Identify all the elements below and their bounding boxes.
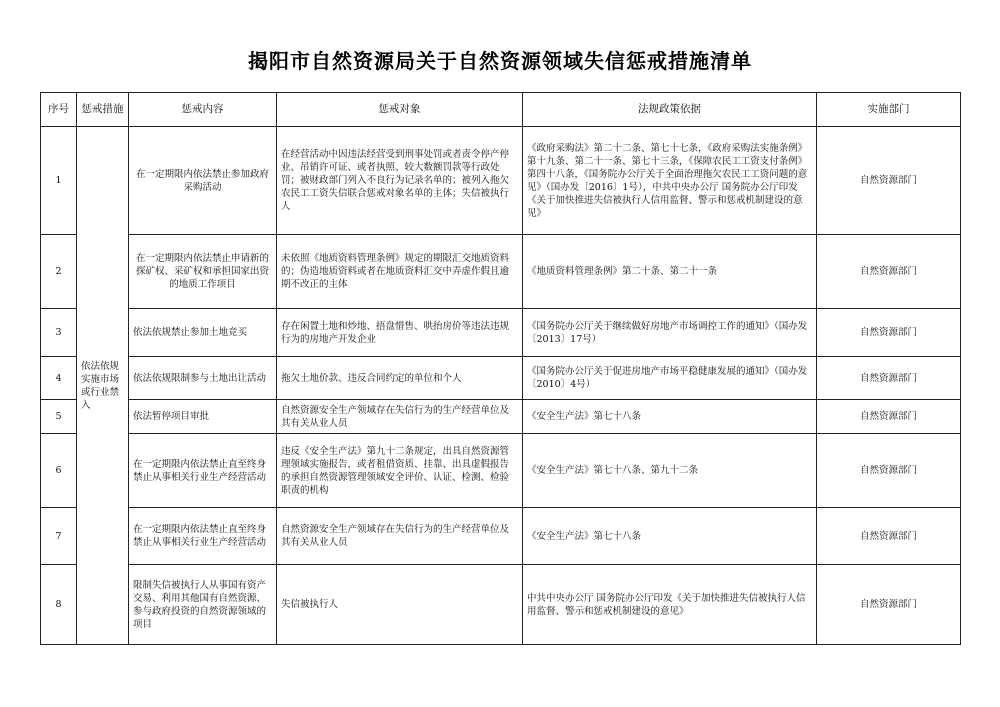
row-basis: 《政府采购法》第二十二条、第七十七条，《政府采购法实施条例》第十九条、第二十一条、第七十三条，《保障农民工工资支付条例》第四十八条，《国务院办公厅关于全面治理拖欠农民工工资问题的意见》（国办发〔2016〕1号），中共中央办公厅 国务院办公厅印发《关于加快推进失信被执行人信用监督、警示和惩戒机制建设的意见》 bbox=[523, 127, 817, 235]
row-department: 自然资源部门 bbox=[817, 400, 961, 434]
table-row bbox=[41, 309, 961, 357]
row-department: 自然资源部门 bbox=[817, 357, 961, 400]
row-department: 自然资源部门 bbox=[817, 434, 961, 508]
row-basis: 《国务院办公厅关于促进房地产市场平稳健康发展的通知》（国办发〔2010〕4号） bbox=[523, 357, 817, 400]
row-content: 在一定期限内依法禁止直至终身禁止从事相关行业生产经营活动 bbox=[129, 508, 277, 565]
row-index: 1 bbox=[41, 127, 77, 235]
row-basis: 中共中央办公厅 国务院办公厅印发《关于加快推进失信被执行人信用监督、警示和惩戒机制建设的意见》 bbox=[523, 565, 817, 645]
row-basis: 《地质资料管理条例》第二十条、第二十一条 bbox=[523, 235, 817, 309]
row-department: 自然资源部门 bbox=[817, 309, 961, 357]
table-row bbox=[41, 357, 961, 400]
header-basis: 法规政策依据 bbox=[523, 93, 817, 127]
row-index: 7 bbox=[41, 508, 77, 565]
row-index: 4 bbox=[41, 357, 77, 400]
header-index: 序号 bbox=[41, 93, 77, 127]
row-content: 依法依规禁止参加土地竞买 bbox=[129, 309, 277, 357]
row-content: 限制失信被执行人从事国有资产交易、利用其他国有自然资源、参与政府投资的自然资源领域的项目 bbox=[129, 565, 277, 645]
row-target: 自然资源安全生产领域存在失信行为的生产经营单位及其有关从业人员 bbox=[277, 508, 523, 565]
header-target: 惩戒对象 bbox=[277, 93, 523, 127]
row-index: 8 bbox=[41, 565, 77, 645]
header-department: 实施部门 bbox=[817, 93, 961, 127]
row-department: 自然资源部门 bbox=[817, 508, 961, 565]
row-content: 在一定期限内依法禁止参加政府采购活动 bbox=[129, 127, 277, 235]
header-measure: 惩戒措施 bbox=[77, 93, 129, 127]
row-index: 3 bbox=[41, 309, 77, 357]
row-department: 自然资源部门 bbox=[817, 127, 961, 235]
row-content: 依法依规限制参与土地出让活动 bbox=[129, 357, 277, 400]
row-content: 依法暂停项目审批 bbox=[129, 400, 277, 434]
table-row bbox=[41, 235, 961, 309]
row-target: 失信被执行人 bbox=[277, 565, 523, 645]
row-department: 自然资源部门 bbox=[817, 565, 961, 645]
row-basis: 《国务院办公厅关于继续做好房地产市场调控工作的通知》（国办发〔2013〕17号） bbox=[523, 309, 817, 357]
row-department: 自然资源部门 bbox=[817, 235, 961, 309]
measure-cell: 依法依规实施市场或行业禁入 bbox=[77, 127, 129, 645]
table-header-row bbox=[41, 93, 961, 127]
measures-table bbox=[40, 92, 961, 645]
row-index: 6 bbox=[41, 434, 77, 508]
document-title: 揭阳市自然资源局关于自然资源领域失信惩戒措施清单 bbox=[248, 49, 752, 73]
row-target: 违反《安全生产法》第九十二条规定，出具自然资源管理领域实施报告，或者租借资质、挂靠、出具虚假报告的承担自然资源管理领域安全评价、认证、检测、检验职责的机构 bbox=[277, 434, 523, 508]
row-target: 存在闲置土地和炒地、捂盘惜售、哄抬房价等违法违规行为的房地产开发企业 bbox=[277, 309, 523, 357]
row-basis: 《安全生产法》第七十八条 bbox=[523, 508, 817, 565]
row-target: 拖欠土地价款、违反合同约定的单位和个人 bbox=[277, 357, 523, 400]
table-row bbox=[41, 565, 961, 645]
table-row bbox=[41, 127, 961, 235]
row-target: 在经营活动中因违法经营受到刑事处罚或者责令停产停业、吊销许可证、或者执照、较大数额罚款等行政处罚；被财政部门列入不良行为记录名单的；被列入拖欠农民工工资失信联合惩戒对象名单的主体；失信被执行人 bbox=[277, 127, 523, 235]
row-target: 自然资源安全生产领域存在失信行为的生产经营单位及其有关从业人员 bbox=[277, 400, 523, 434]
row-target: 未依照《地质资料管理条例》规定的期限汇交地质资料的；伪造地质资料或者在地质资料汇交中弄虚作假且逾期不改正的主体 bbox=[277, 235, 523, 309]
table-row bbox=[41, 508, 961, 565]
row-index: 5 bbox=[41, 400, 77, 434]
row-index: 2 bbox=[41, 235, 77, 309]
row-content: 在一定期限内依法禁止直至终身禁止从事相关行业生产经营活动 bbox=[129, 434, 277, 508]
table-row bbox=[41, 400, 961, 434]
row-content: 在一定期限内依法禁止申请新的探矿权、采矿权和承担国家出资的地质工作项目 bbox=[129, 235, 277, 309]
row-basis: 《安全生产法》第七十八条、第九十二条 bbox=[523, 434, 817, 508]
header-content: 惩戒内容 bbox=[129, 93, 277, 127]
table-row bbox=[41, 434, 961, 508]
row-basis: 《安全生产法》第七十八条 bbox=[523, 400, 817, 434]
